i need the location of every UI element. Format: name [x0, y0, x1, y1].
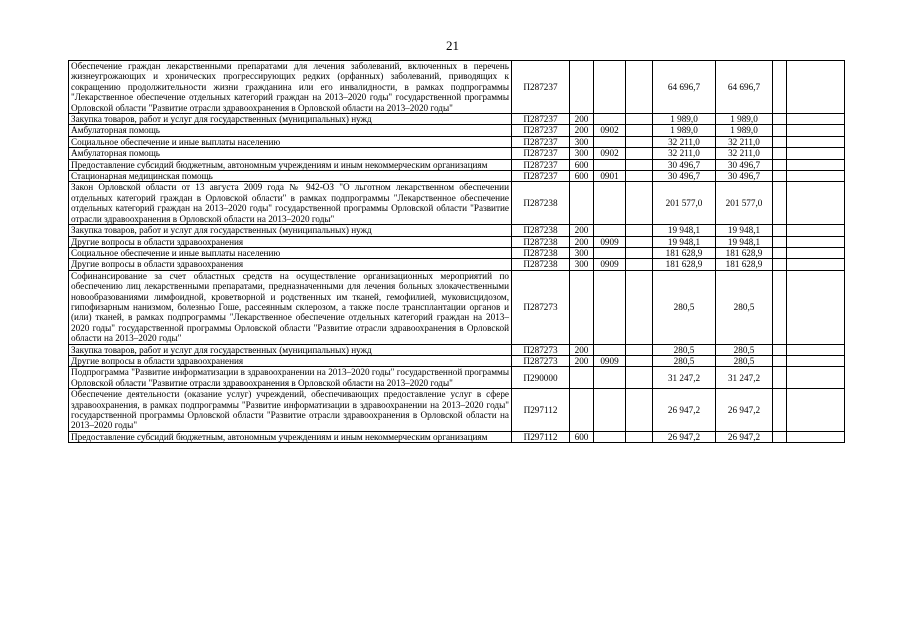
- blank-cell: [773, 259, 787, 270]
- table-row: [69, 270, 845, 344]
- amount-cell: 30 496,7: [653, 171, 716, 182]
- amount-cell: 181 628,9: [653, 259, 716, 270]
- amount-cell: 26 947,2: [653, 389, 716, 432]
- blank-cell: [626, 236, 653, 247]
- table-row: [69, 431, 845, 442]
- blank-cell: [626, 270, 653, 344]
- amount-cell: 31 247,2: [653, 367, 716, 389]
- table-row: [69, 159, 845, 170]
- blank-cell: [787, 344, 845, 355]
- section-code: [594, 247, 626, 258]
- blank-cell: [787, 259, 845, 270]
- blank-cell: [626, 225, 653, 236]
- section-code: [594, 136, 626, 147]
- amount-cell: 32 211,0: [653, 136, 716, 147]
- amount-cell: 1 989,0: [716, 125, 773, 136]
- row-description: Закон Орловской области от 13 августа 2009 года № 942-ОЗ "О льготном лекарственном обеспечении отдельных категорий граждан в Орловской области" в рамках подпрограммы "Лекарственное обеспечение отдельных категорий граждан на 2013–2020 годы" государственной программы Орловской области "Развитие отрасли здравоохранения в Орловской области на 2013–2020 годы": [69, 182, 512, 225]
- row-description: Другие вопросы в области здравоохранения: [69, 236, 512, 247]
- blank-cell: [626, 367, 653, 389]
- expense-type-code: 200: [570, 236, 594, 247]
- section-code: 0909: [594, 355, 626, 366]
- amount-cell: 1 989,0: [716, 114, 773, 125]
- blank-cell: [787, 236, 845, 247]
- expense-type-code: [570, 61, 594, 114]
- table-row: [69, 247, 845, 258]
- amount-cell: 30 496,7: [653, 159, 716, 170]
- row-description: Другие вопросы в области здравоохранения: [69, 259, 512, 270]
- target-article-code: П290000: [512, 367, 570, 389]
- blank-cell: [626, 125, 653, 136]
- section-code: [594, 225, 626, 236]
- blank-cell: [626, 148, 653, 159]
- row-description: Амбулаторная помощь: [69, 148, 512, 159]
- row-description: Обеспечение деятельности (оказание услуг) учреждений, обеспечивающих предоставление услуг в сфере здравоохранения, в рамках подпрограммы "Развитие информатизации в здравоохранении на 2013–2020 годы" государственной программы Орловской области "Развитие отрасли здравоохранения в Орловской области на 2013–2020 годы": [69, 389, 512, 432]
- table-row: [69, 225, 845, 236]
- amount-cell: 1 989,0: [653, 125, 716, 136]
- table-row: [69, 182, 845, 225]
- target-article-code: П287238: [512, 259, 570, 270]
- table-row: [69, 344, 845, 355]
- amount-cell: 280,5: [716, 344, 773, 355]
- expense-type-code: 200: [570, 344, 594, 355]
- section-code: [594, 182, 626, 225]
- blank-cell: [787, 159, 845, 170]
- blank-cell: [773, 355, 787, 366]
- blank-cell: [773, 171, 787, 182]
- section-code: [594, 114, 626, 125]
- blank-cell: [626, 159, 653, 170]
- amount-cell: 201 577,0: [716, 182, 773, 225]
- row-description: Софинансирование за счет областных средств на осуществление организационных мероприятий по обеспечению лиц лекарственными препаратами, предназначенными для лечения больных злокачественными новообразованиями лимфоидной, кроветворной и родственных им тканей, гемофилией, муковисцидозом, гипофизарным нанизмом, болезнью Гоше, рассеянным склерозом, а также после трансплантации органов и (или) тканей, в рамках подпрограммы "Лекарственное обеспечение отдельных категорий граждан на 2013–2020 годы" государственной программы Орловской области "Развитие отрасли здравоохранения в Орловской области на 2013–2020 годы": [69, 270, 512, 344]
- blank-cell: [787, 125, 845, 136]
- amount-cell: 64 696,7: [653, 61, 716, 114]
- row-description: Социальное обеспечение и иные выплаты населению: [69, 247, 512, 258]
- row-description: Подпрограмма "Развитие информатизации в здравоохранении на 2013–2020 годы" государственной программы Орловской области "Развитие отрасли здравоохранения в Орловской области на 2013–2020 годы": [69, 367, 512, 389]
- target-article-code: П287273: [512, 270, 570, 344]
- row-description: Амбулаторная помощь: [69, 125, 512, 136]
- amount-cell: 30 496,7: [716, 159, 773, 170]
- section-code: [594, 367, 626, 389]
- table-row: [69, 125, 845, 136]
- budget-table: [68, 60, 845, 443]
- expense-type-code: 200: [570, 125, 594, 136]
- table-row: [69, 367, 845, 389]
- table-row: [69, 148, 845, 159]
- expense-type-code: 300: [570, 247, 594, 258]
- expense-type-code: 300: [570, 148, 594, 159]
- amount-cell: 19 948,1: [716, 236, 773, 247]
- amount-cell: 19 948,1: [653, 225, 716, 236]
- section-code: 0909: [594, 236, 626, 247]
- expense-type-code: 300: [570, 136, 594, 147]
- table-row: [69, 136, 845, 147]
- blank-cell: [626, 61, 653, 114]
- table-row: [69, 389, 845, 432]
- blank-cell: [773, 247, 787, 258]
- blank-cell: [626, 259, 653, 270]
- amount-cell: 280,5: [716, 355, 773, 366]
- expense-type-code: 200: [570, 355, 594, 366]
- section-code: 0902: [594, 148, 626, 159]
- row-description: Другие вопросы в области здравоохранения: [69, 355, 512, 366]
- blank-cell: [626, 136, 653, 147]
- blank-cell: [787, 355, 845, 366]
- row-description: Закупка товаров, работ и услуг для государственных (муниципальных) нужд: [69, 344, 512, 355]
- blank-cell: [773, 344, 787, 355]
- blank-cell: [773, 236, 787, 247]
- target-article-code: П287237: [512, 61, 570, 114]
- expense-type-code: 600: [570, 171, 594, 182]
- section-code: 0909: [594, 259, 626, 270]
- blank-cell: [626, 114, 653, 125]
- blank-cell: [787, 270, 845, 344]
- target-article-code: П287237: [512, 136, 570, 147]
- blank-cell: [787, 114, 845, 125]
- blank-cell: [773, 136, 787, 147]
- expense-type-code: [570, 182, 594, 225]
- amount-cell: 280,5: [653, 270, 716, 344]
- blank-cell: [787, 367, 845, 389]
- section-code: [594, 389, 626, 432]
- blank-cell: [626, 182, 653, 225]
- row-description: Закупка товаров, работ и услуг для государственных (муниципальных) нужд: [69, 225, 512, 236]
- amount-cell: 30 496,7: [716, 171, 773, 182]
- table-row: [69, 259, 845, 270]
- row-description: Стационарная медицинская помощь: [69, 171, 512, 182]
- section-code: [594, 431, 626, 442]
- expense-type-code: 600: [570, 159, 594, 170]
- target-article-code: П287273: [512, 355, 570, 366]
- expense-type-code: [570, 367, 594, 389]
- blank-cell: [626, 344, 653, 355]
- target-article-code: П297112: [512, 389, 570, 432]
- target-article-code: П287237: [512, 171, 570, 182]
- blank-cell: [787, 247, 845, 258]
- amount-cell: 26 947,2: [653, 431, 716, 442]
- target-article-code: П287238: [512, 236, 570, 247]
- target-article-code: П287237: [512, 159, 570, 170]
- amount-cell: 64 696,7: [716, 61, 773, 114]
- blank-cell: [626, 247, 653, 258]
- blank-cell: [626, 389, 653, 432]
- blank-cell: [787, 182, 845, 225]
- amount-cell: 280,5: [653, 344, 716, 355]
- target-article-code: П287237: [512, 125, 570, 136]
- row-description: Социальное обеспечение и иные выплаты населению: [69, 136, 512, 147]
- target-article-code: П287238: [512, 225, 570, 236]
- amount-cell: 280,5: [653, 355, 716, 366]
- blank-cell: [787, 148, 845, 159]
- target-article-code: П287273: [512, 344, 570, 355]
- section-code: [594, 61, 626, 114]
- row-description: Закупка товаров, работ и услуг для государственных (муниципальных) нужд: [69, 114, 512, 125]
- expense-type-code: [570, 270, 594, 344]
- amount-cell: 1 989,0: [653, 114, 716, 125]
- amount-cell: 201 577,0: [653, 182, 716, 225]
- row-description: Предоставление субсидий бюджетным, автономным учреждениям и иным некоммерческим организациям: [69, 431, 512, 442]
- section-code: [594, 344, 626, 355]
- blank-cell: [773, 61, 787, 114]
- amount-cell: 32 211,0: [653, 148, 716, 159]
- blank-cell: [773, 225, 787, 236]
- table-row: [69, 61, 845, 114]
- section-code: [594, 159, 626, 170]
- row-description: Предоставление субсидий бюджетным, автономным учреждениям и иным некоммерческим организациям: [69, 159, 512, 170]
- page-number: 21: [446, 38, 459, 53]
- table-row: [69, 236, 845, 247]
- amount-cell: 32 211,0: [716, 148, 773, 159]
- amount-cell: 19 948,1: [653, 236, 716, 247]
- section-code: 0902: [594, 125, 626, 136]
- amount-cell: 19 948,1: [716, 225, 773, 236]
- amount-cell: 181 628,9: [716, 247, 773, 258]
- blank-cell: [787, 136, 845, 147]
- amount-cell: 31 247,2: [716, 367, 773, 389]
- amount-cell: 280,5: [716, 270, 773, 344]
- blank-cell: [787, 431, 845, 442]
- table-row: [69, 355, 845, 366]
- expense-type-code: 600: [570, 431, 594, 442]
- row-description: Обеспечение граждан лекарственными препаратами для лечения заболеваний, включенных в перечень жизнеугрожающих и хронических прогрессирующих редких (орфанных) заболеваний, приводящих к сокращению продолжительности жизни гражданина или его инвалидности, в рамках подпрограммы "Лекарственное обеспечение отдельных категорий граждан на 2013–2020 годы" государственной программы Орловской области "Развитие отрасли здравоохранения в Орловской области на 2013–2020 годы": [69, 61, 512, 114]
- blank-cell: [773, 431, 787, 442]
- blank-cell: [773, 367, 787, 389]
- blank-cell: [773, 114, 787, 125]
- table-row: [69, 114, 845, 125]
- amount-cell: 181 628,9: [653, 247, 716, 258]
- amount-cell: 26 947,2: [716, 431, 773, 442]
- section-code: [594, 270, 626, 344]
- blank-cell: [773, 270, 787, 344]
- target-article-code: П287237: [512, 148, 570, 159]
- table-row: [69, 171, 845, 182]
- blank-cell: [773, 182, 787, 225]
- target-article-code: П287237: [512, 114, 570, 125]
- blank-cell: [773, 159, 787, 170]
- expense-type-code: 200: [570, 225, 594, 236]
- amount-cell: 181 628,9: [716, 259, 773, 270]
- blank-cell: [773, 148, 787, 159]
- blank-cell: [787, 389, 845, 432]
- blank-cell: [787, 225, 845, 236]
- expense-type-code: 300: [570, 259, 594, 270]
- expense-type-code: 200: [570, 114, 594, 125]
- blank-cell: [787, 61, 845, 114]
- target-article-code: П297112: [512, 431, 570, 442]
- section-code: 0901: [594, 171, 626, 182]
- blank-cell: [773, 125, 787, 136]
- expense-type-code: [570, 389, 594, 432]
- blank-cell: [626, 171, 653, 182]
- blank-cell: [626, 431, 653, 442]
- blank-cell: [787, 171, 845, 182]
- blank-cell: [773, 389, 787, 432]
- target-article-code: П287238: [512, 182, 570, 225]
- amount-cell: 32 211,0: [716, 136, 773, 147]
- blank-cell: [626, 355, 653, 366]
- amount-cell: 26 947,2: [716, 389, 773, 432]
- target-article-code: П287238: [512, 247, 570, 258]
